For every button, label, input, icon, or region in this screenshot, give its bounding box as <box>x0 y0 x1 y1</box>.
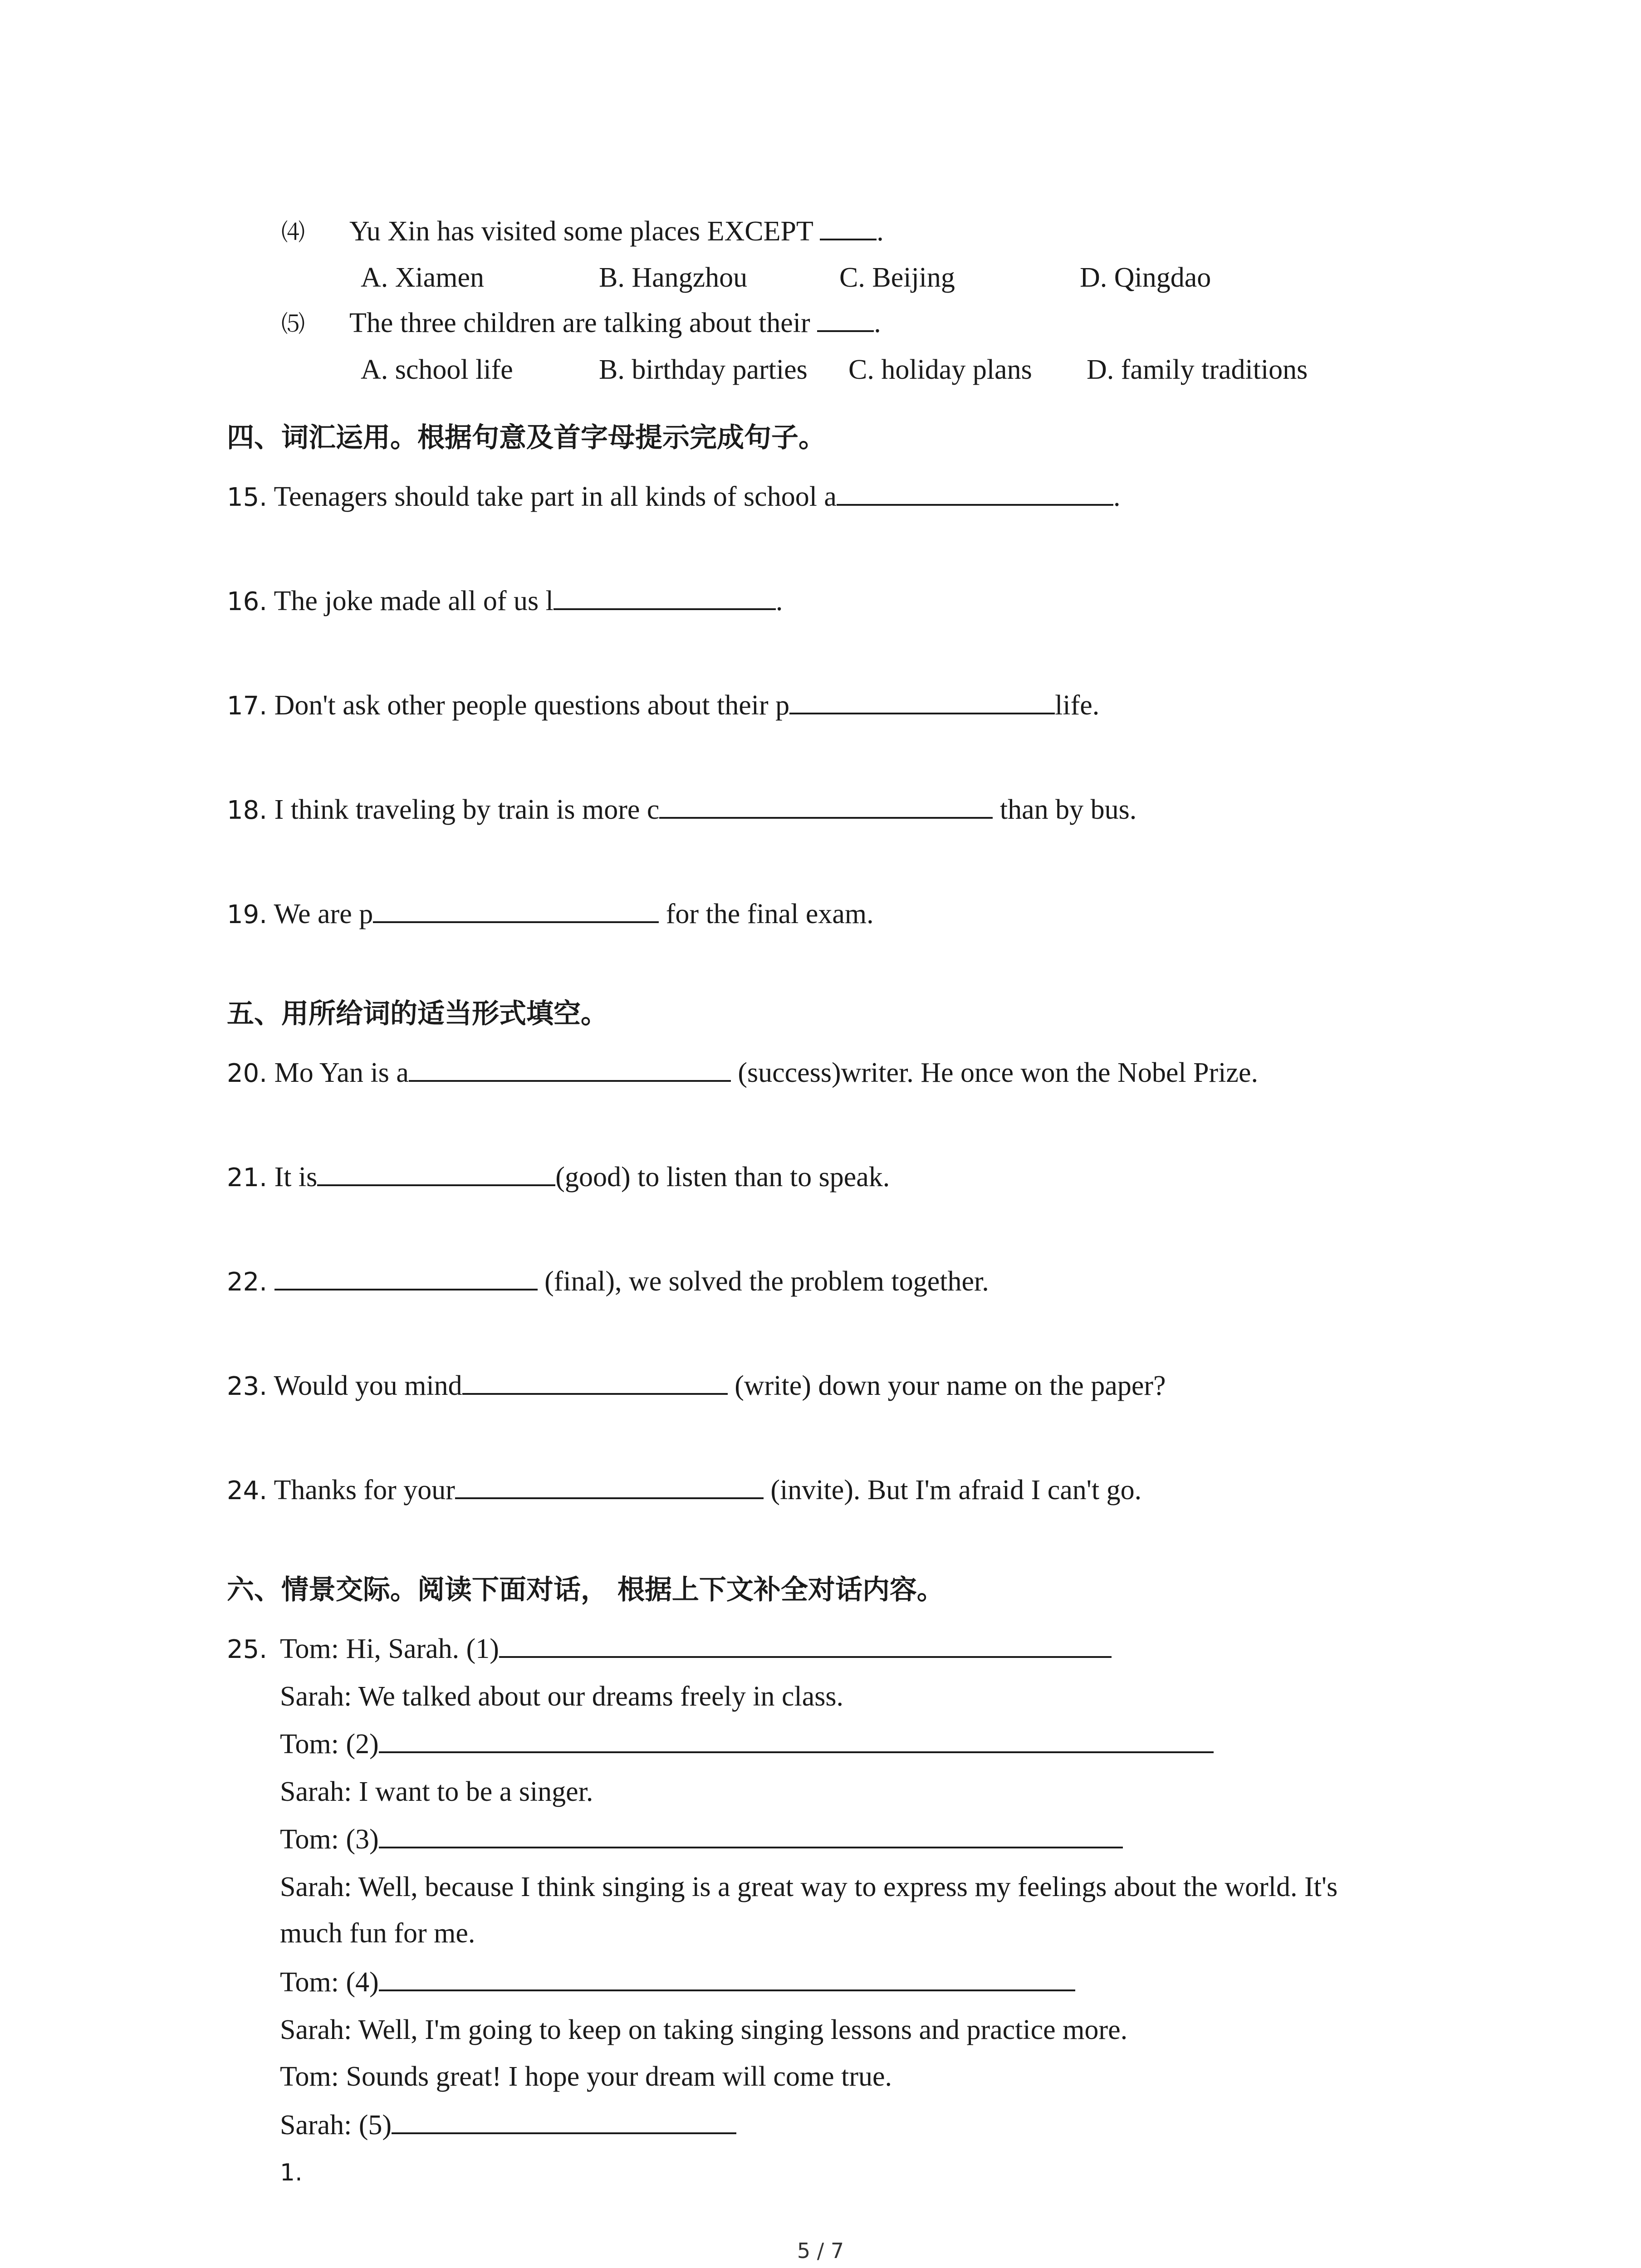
answer-blank[interactable] <box>659 792 993 819</box>
dialogue-blank-4[interactable] <box>379 1965 1075 1991</box>
question-text: Mo Yan is a <box>274 1057 409 1088</box>
dialogue-line-9 <box>280 2012 1127 2048</box>
option-label: B. Hangzhou <box>599 262 748 293</box>
option-label: D. Qingdao <box>1080 262 1211 293</box>
dialogue-blank-5[interactable] <box>392 2108 736 2134</box>
dialogue-line-6 <box>280 1869 1337 1905</box>
answer-blank[interactable] <box>789 688 1055 714</box>
question-21 <box>227 1159 890 1196</box>
q14-item4 <box>281 213 305 251</box>
option-label: D. family traditions <box>1087 354 1308 385</box>
question-stem: Yu Xin has visited some places EXCEPT <box>349 216 813 247</box>
option-label: A. school life <box>361 354 513 385</box>
answer-blank[interactable] <box>837 479 1113 506</box>
dialogue-text: Sarah: We talked about our dreams freely in class. <box>280 1681 844 1712</box>
answer-blank[interactable] <box>817 306 874 332</box>
question-text-end: (good) to listen than to speak. <box>555 1162 890 1193</box>
question-text: I think traveling by train is more c <box>274 794 660 825</box>
question-text-end: (invite). But I'm afraid I can't go. <box>763 1475 1142 1505</box>
dialogue-line-5 <box>280 1821 1123 1857</box>
answer-blank[interactable] <box>317 1160 555 1186</box>
option-label: C. Beijing <box>839 262 955 293</box>
dialogue-line-3 <box>280 1726 1214 1762</box>
question-text: We are p <box>274 899 373 929</box>
dialogue-text: Tom: (2) <box>280 1729 379 1760</box>
question-number: 15. <box>227 483 268 512</box>
question-stem: The three children are talking about their <box>349 308 810 338</box>
stem-end: . <box>874 308 881 338</box>
dialogue-line-2 <box>280 1678 843 1715</box>
question-24 <box>227 1472 1141 1509</box>
question-text-end: (success)writer. He once won the Nobel Prize. <box>730 1057 1258 1088</box>
question-text: The joke made all of us l <box>274 586 554 616</box>
question-number: 21. <box>227 1163 268 1193</box>
dialogue-line-10 <box>280 2058 892 2095</box>
question-number: 24. <box>227 1476 268 1505</box>
answer-blank[interactable] <box>455 1473 764 1499</box>
q14-item5-option-b[interactable] <box>599 352 808 388</box>
question-number: 25. <box>227 1635 268 1664</box>
answer-blank[interactable] <box>274 1264 538 1290</box>
question-text-end: life. <box>1055 690 1100 721</box>
page-number: 5 / 7 <box>797 2239 844 2263</box>
item-number: ⑸ <box>281 311 305 338</box>
q14-item4-option-b[interactable] <box>599 259 747 296</box>
q14-item5-option-a[interactable] <box>361 352 513 388</box>
q14-item5-option-d[interactable] <box>1087 352 1308 388</box>
question-16 <box>227 583 783 620</box>
dialogue-text: Tom: (4) <box>280 1967 379 1998</box>
question-text-end: (write) down your name on the paper? <box>727 1370 1166 1401</box>
question-20 <box>227 1055 1258 1092</box>
answer-blank[interactable] <box>409 1056 731 1082</box>
section-title: 六、情景交际。阅读下面对话， 根据上下文补全对话内容。 <box>227 1574 944 1606</box>
question-text: It is <box>274 1162 318 1193</box>
question-23 <box>227 1368 1166 1405</box>
question-text-end: for the final exam. <box>659 899 874 929</box>
question-18 <box>227 792 1136 829</box>
dialogue-text: much fun for me. <box>280 1918 475 1949</box>
q14-item4-stem <box>349 213 884 249</box>
option-label: C. holiday plans <box>848 354 1032 385</box>
question-number: 23. <box>227 1372 268 1401</box>
answer-blank[interactable] <box>554 584 776 610</box>
answer-blank[interactable] <box>373 897 659 923</box>
dialogue-line-7 <box>280 1915 475 1951</box>
section-title: 四、词汇运用。根据句意及首字母提示完成句子。 <box>227 422 826 454</box>
q14-item4-option-a[interactable] <box>361 259 484 296</box>
dialogue-blank-1[interactable] <box>499 1632 1112 1658</box>
dialogue-blank-2[interactable] <box>379 1727 1214 1753</box>
dialogue-text: Sarah: (5) <box>280 2110 392 2141</box>
dialogue-line-4 <box>280 1774 593 1810</box>
question-number: 17. <box>227 691 268 721</box>
question-number: 22. <box>227 1267 268 1297</box>
question-22 <box>227 1263 989 1300</box>
question-text: Don't ask other people questions about their p <box>274 690 790 721</box>
q14-item4-option-d[interactable] <box>1080 259 1211 296</box>
dialogue-text: Tom: Sounds great! I hope your dream will come true. <box>280 2061 892 2092</box>
item-number: ⑷ <box>281 219 305 246</box>
q14-item5 <box>281 305 305 342</box>
dialogue-line-1 <box>280 1631 1112 1667</box>
question-number: 18. <box>227 796 268 825</box>
dialogue-text: Tom: Hi, Sarah. (1) <box>280 1633 499 1664</box>
dialogue-line-8 <box>280 1964 1075 2000</box>
question-25-number <box>227 1631 267 1668</box>
dialogue-line-11 <box>280 2107 736 2143</box>
question-text: Thanks for your <box>274 1475 455 1505</box>
option-label: B. birthday parties <box>599 354 808 385</box>
dialogue-text: Tom: (3) <box>280 1824 379 1855</box>
dialogue-text: Sarah: Well, because I think singing is a great way to express my feelings about the world. It's <box>280 1872 1338 1902</box>
q14-item5-stem <box>349 305 881 341</box>
question-number: 19. <box>227 900 268 929</box>
question-19 <box>227 896 874 933</box>
question-text: Teenagers should take part in all kinds of school a <box>274 481 837 512</box>
option-label: A. Xiamen <box>361 262 485 293</box>
question-number: 20. <box>227 1059 268 1088</box>
question-number: 16. <box>227 587 268 616</box>
q14-item4-option-c[interactable] <box>839 259 955 296</box>
question-text-end: than by bus. <box>993 794 1137 825</box>
question-text-end: . <box>1113 481 1121 512</box>
question-17 <box>227 687 1099 724</box>
question-text: Would you mind <box>274 1370 462 1401</box>
section-title: 五、用所给词的适当形式填空。 <box>227 998 608 1030</box>
question-text-end: . <box>775 586 783 616</box>
answer-blank[interactable] <box>462 1369 728 1395</box>
dialogue-blank-3[interactable] <box>379 1822 1123 1848</box>
dialogue-text: Sarah: Well, I'm going to keep on taking singing lessons and practice more. <box>280 2014 1128 2045</box>
question-text-end: (final), we solved the problem together. <box>537 1266 989 1297</box>
dialogue-text: Sarah: I want to be a singer. <box>280 1776 593 1807</box>
answer-list-start: 1. <box>280 2159 303 2186</box>
answer-blank[interactable] <box>820 214 877 240</box>
stem-end: . <box>877 216 884 247</box>
question-15 <box>227 479 1120 516</box>
q14-item5-option-c[interactable] <box>848 352 1032 388</box>
